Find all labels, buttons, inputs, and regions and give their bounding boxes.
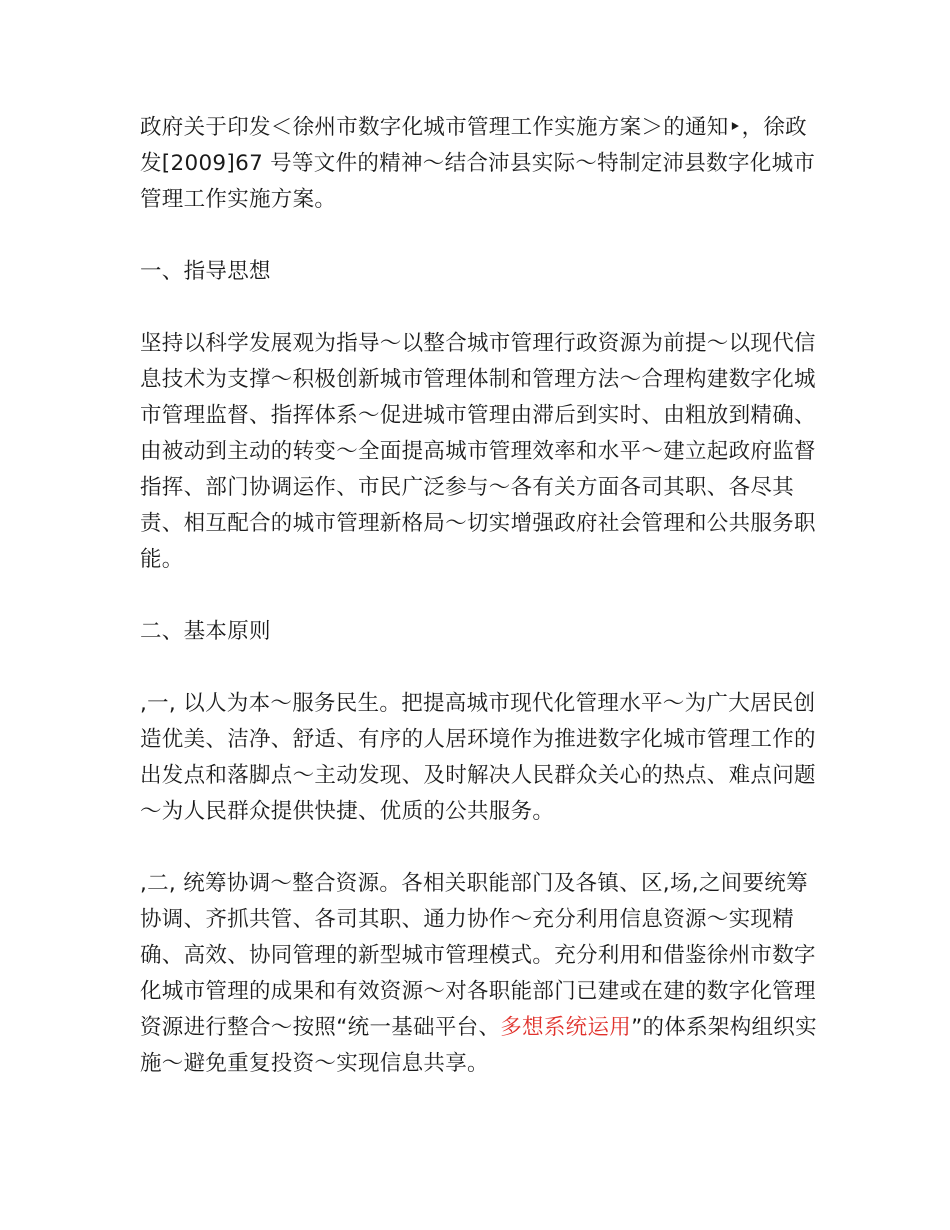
document-body	[140, 110, 820, 1118]
section-heading-guiding-thought: 一、指导思想	[140, 259, 271, 284]
principle-2-paragraph	[140, 866, 820, 1082]
highlighted-text: 多想系统运用	[500, 1015, 632, 1040]
principle-2-text-end: ”的体系架构组织实施～避免重复投资～实现信息共享。	[140, 1015, 817, 1076]
guiding-thought-paragraph: 坚持以科学发展观为指导～以整合城市管理行政资源为前提～以现代信息技术为支撑～积极创新城市管理体制和管理方法～合理构建数字化城市管理监督、指挥体系～促进城市管理由滞后到实时、由粗放到精确、由被动到主动的转变～全面提高城市管理效率和水平～建立起政府监督指挥、部门协调运作、市民广泛参与～各有关方面各司其职、各尽其责、相互配合的城市管理新格局～切实增强政府社会管理和公共服务职能。	[140, 331, 816, 572]
principle-2-text-start: ,二, 统筹协调～整合资源。各相关职能部门及各镇、区,场,之间要统筹协调、齐抓共管、各司其职、通力协作～充分利用信息资源～实现精确、高效、协同管理的新型城市管理模式。充分利用和借鉴徐州市数字化城市管理的成果和有效资源～对各职能部门已建或在建的数字化管理资源进行整合～按照“统一基础平台、	[140, 871, 816, 1040]
section-heading-basic-principles: 二、基本原则	[140, 619, 271, 644]
principle-1-paragraph: ,一, 以人为本～服务民生。把提高城市现代化管理水平～为广大居民创造优美、洁净、舒适、有序的人居环境作为推进数字化城市管理工作的出发点和落脚点～主动发现、及时解决人民群众关心的热点、难点问题～为人民群众提供快捷、优质的公共服务。	[140, 691, 816, 824]
intro-paragraph: 政府关于印发＜徐州市数字化城市管理工作实施方案＞的通知‣，徐政发[2009]67 号等文件的精神～结合沛县实际～特制定沛县数字化城市管理工作实施方案。	[140, 115, 816, 212]
